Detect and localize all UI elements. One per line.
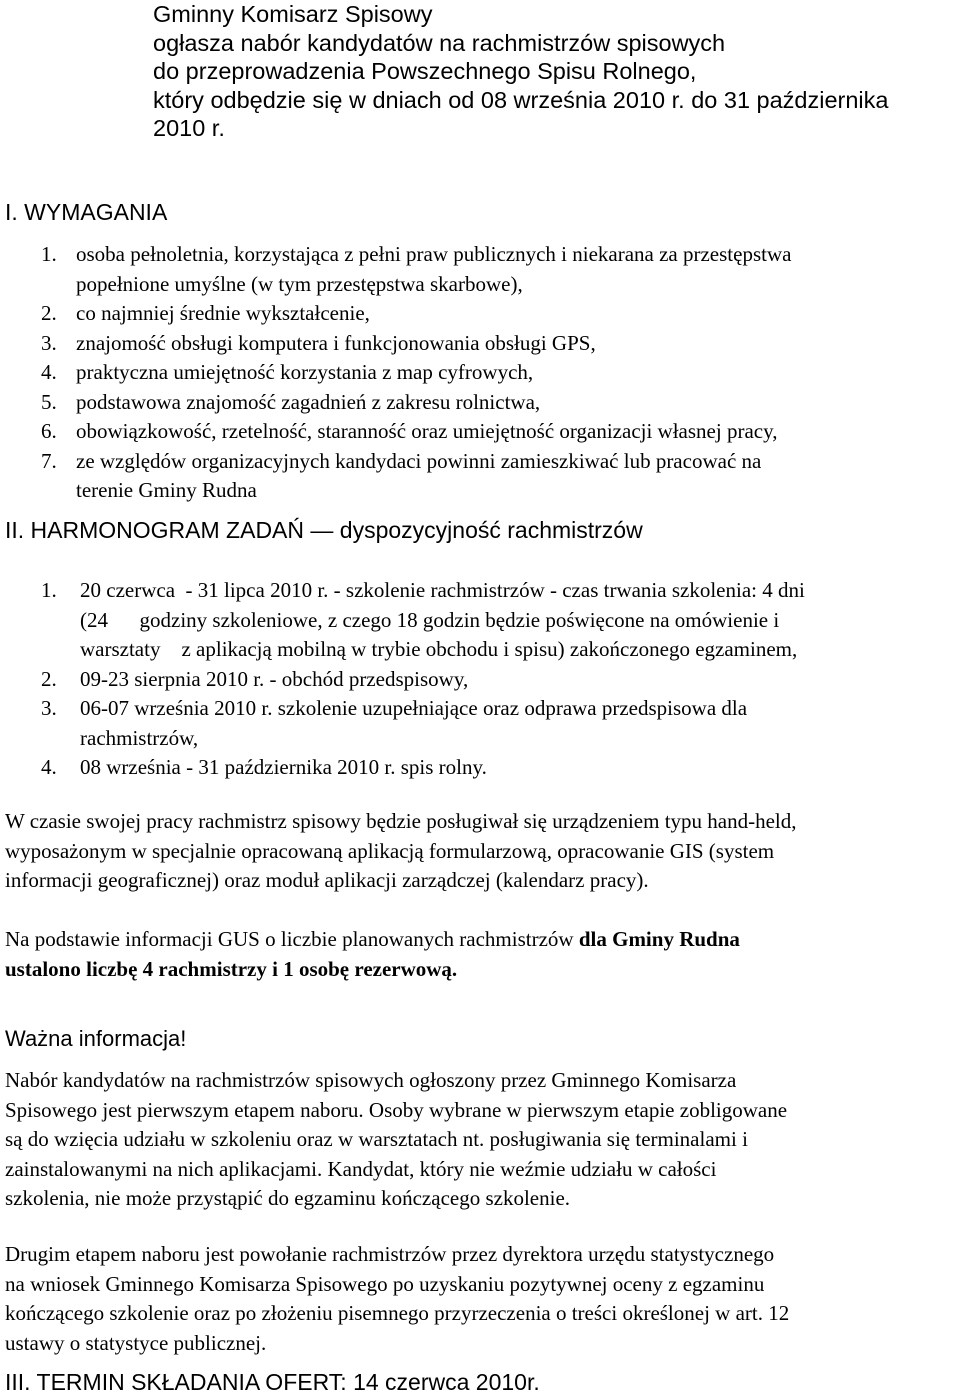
list-item-number: 3.: [41, 696, 57, 720]
paragraph-line: wyposażonym w specjalnie opracowaną aplikacją formularzową, opracowanie GIS (system: [5, 838, 775, 863]
paragraph-line: zainstalowanymi na nich aplikacjami. Kandydat, który nie weźmie udziału w całości: [5, 1156, 717, 1181]
list-item: [5, 694, 960, 753]
paragraph-line: kończącego szkolenie oraz po złożeniu pisemnego przyrzeczenia o treści określonej w art. 12: [5, 1301, 790, 1325]
important-paragraph-2: [5, 1240, 960, 1358]
list-item-number: 1.: [41, 578, 57, 602]
equipment-paragraph: [5, 807, 960, 896]
schedule-list: [5, 576, 960, 783]
paragraph-bold-text: dla Gminy Rudna: [578, 927, 740, 951]
list-item-text: osoba pełnoletnia, korzystająca z pełni praw publicznych i niekarana za przestępstwa: [76, 242, 792, 266]
list-item-number: 4.: [41, 360, 57, 384]
paragraph-line: są do wzięcia udziału w szkoleniu oraz w warsztatach nt. posługiwania się terminalami i: [5, 1127, 748, 1151]
list-item-text: obowiązkowość, rzetelność, staranność oraz umiejętność organizacji własnej pracy,: [76, 419, 778, 443]
paragraph-line: ustawy o statystyce publicznej.: [5, 1330, 267, 1355]
list-item-number: 4.: [41, 755, 57, 779]
list-item-text: 08 września - 31 października 2010 r. spis rolny.: [80, 755, 487, 779]
list-item: [41, 240, 956, 299]
list-item-number: 2.: [41, 301, 57, 325]
header-line-3: do przeprowadzenia Powszechnego Spisu Rolnego,: [153, 58, 697, 84]
list-item-number: 7.: [41, 448, 57, 473]
list-item-text: znajomość obsługi komputera i funkcjonowania obsługi GPS,: [76, 330, 596, 355]
list-item: [5, 753, 960, 783]
list-item-number: 6.: [41, 419, 57, 443]
list-item-number: 1.: [41, 242, 57, 266]
list-item-number: 3.: [41, 330, 57, 355]
list-item: [41, 417, 956, 447]
list-item: [5, 576, 960, 665]
paragraph-line: informacji geograficznej) oraz moduł aplikacji zarządczej (kalendarz pracy).: [5, 868, 649, 892]
paragraph-text: Na podstawie informacji GUS o liczbie planowanych rachmistrzów: [5, 927, 579, 951]
paragraph-line: na wniosek Gminnego Komisarza Spisowego po uzyskaniu pozytywnej oceny z egzaminu: [5, 1271, 765, 1296]
list-item: [41, 329, 956, 359]
paragraph-bold-line: ustalono liczbę 4 rachmistrzy i 1 osobę rezerwową.: [5, 956, 458, 981]
list-item-text: terenie Gminy Rudna: [76, 478, 257, 502]
paragraph-line: Spisowego jest pierwszym etapem naboru. Osoby wybrane w pierwszym etapie zobligowane: [5, 1097, 788, 1122]
list-item-text: praktyczna umiejętność korzystania z map cyfrowych,: [76, 360, 534, 384]
header-line-1: Gminny Komisarz Spisowy: [153, 1, 433, 27]
header-line-4: który odbędzie się w dniach od 08 września 2010 r. do 31 października: [153, 86, 889, 113]
requirements-list: [41, 240, 956, 506]
list-item-number: 5.: [41, 389, 57, 414]
section-requirements-title: I. WYMAGANIA: [5, 199, 168, 225]
list-item: [41, 299, 956, 329]
enumerator-count-paragraph: [5, 925, 960, 984]
list-item: [5, 665, 960, 695]
list-item: [41, 358, 956, 388]
important-paragraph-1: [5, 1066, 960, 1214]
list-item-number: 2.: [41, 666, 57, 691]
section-schedule-title: II. HARMONOGRAM ZADAŃ — dyspozycyjność rachmistrzów: [5, 517, 643, 543]
header-line-2: ogłasza nabór kandydatów na rachmistrzów spisowych: [153, 29, 726, 56]
paragraph-line: [5, 925, 960, 955]
announcement-header: [153, 0, 888, 143]
list-item-text: (24 godziny szkoleniowe, z czego 18 godzin będzie poświęcone na omówienie i: [80, 607, 780, 632]
list-item-text: popełnione umyślne (w tym przestępstwa skarbowe),: [76, 271, 523, 296]
list-item-text: co najmniej średnie wykształcenie,: [76, 301, 370, 325]
list-item-text: podstawowa znajomość zagadnień z zakresu rolnictwa,: [76, 389, 541, 414]
paragraph-line: Drugim etapem naboru jest powołanie rachmistrzów przez dyrektora urzędu statystycznego: [5, 1242, 775, 1266]
list-item-text: warsztaty z aplikacją mobilną w trybie obchodu i spisu) zakończonego egzaminem,: [80, 637, 798, 661]
section-deadline-title: III. TERMIN SKŁADANIA OFERT: 14 czerwca 2010r.: [5, 1369, 540, 1395]
list-item-text: 09-23 sierpnia 2010 r. - obchód przedspisowy,: [80, 666, 469, 691]
list-item: [41, 388, 956, 418]
list-item-text: 06-07 września 2010 r. szkolenie uzupełniające oraz odprawa przedspisowa dla: [80, 696, 748, 720]
paragraph-line: szkolenia, nie może przystąpić do egzaminu kończącego szkolenie.: [5, 1186, 571, 1210]
paragraph-line: W czasie swojej pracy rachmistrz spisowy będzie posługiwał się urządzeniem typu hand-held,: [5, 809, 797, 833]
paragraph-line: Nabór kandydatów na rachmistrzów spisowych ogłoszony przez Gminnego Komisarza: [5, 1068, 737, 1092]
list-item-text: rachmistrzów,: [80, 725, 199, 750]
important-info-title: Ważna informacja!: [5, 1026, 187, 1051]
list-item: [41, 447, 956, 506]
header-line-5: 2010 r.: [153, 115, 225, 141]
list-item-text: ze względów organizacyjnych kandydaci powinni zamieszkiwać lub pracować na: [76, 448, 762, 473]
list-item-text: 20 czerwca - 31 lipca 2010 r. - szkolenie rachmistrzów - czas trwania szkolenia: 4 dni: [80, 578, 805, 602]
